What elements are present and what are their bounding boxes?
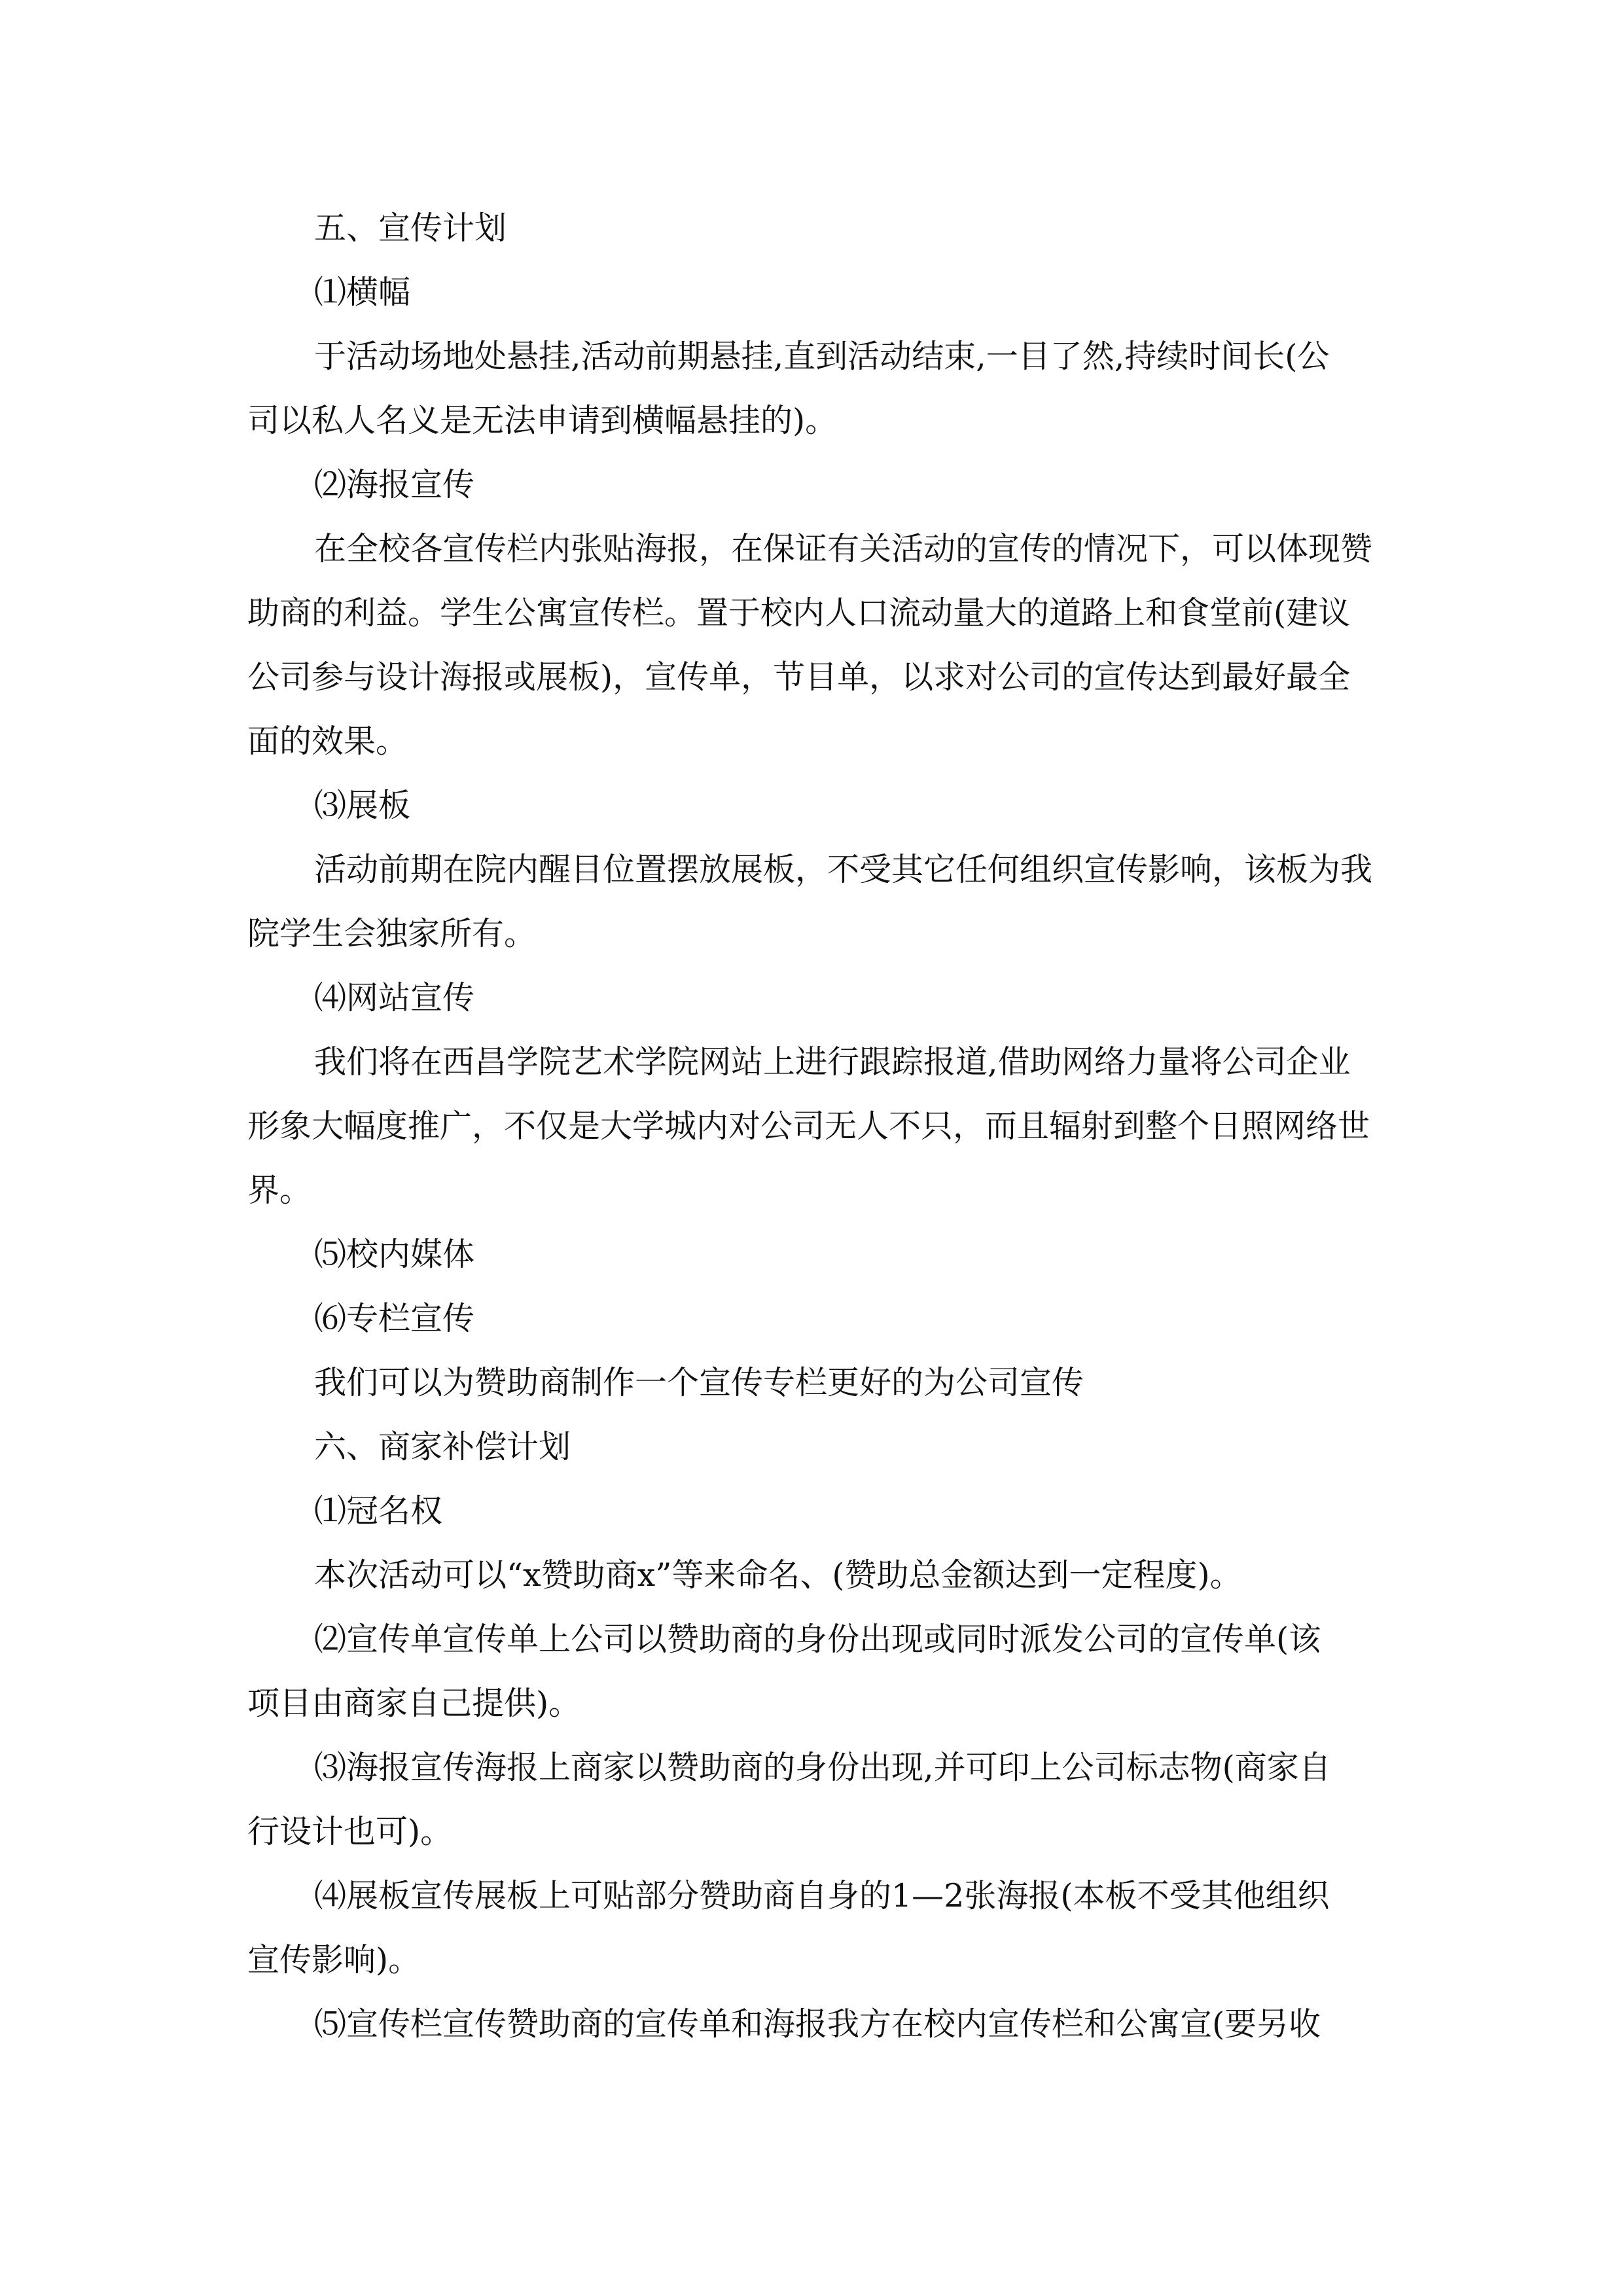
item-heading-poster: ⑵海报宣传 — [314, 466, 475, 503]
paragraph-line: 项目由商家自己提供)。 — [247, 1685, 581, 1722]
paragraph-line: 我们可以为赞助商制作一个宣传专栏更好的为公司宣传 — [314, 1364, 1084, 1401]
section-heading-publicity-plan: 五、宣传计划 — [314, 209, 507, 247]
paragraph-line: 行设计也可)。 — [247, 1813, 453, 1850]
paragraph-line: ⑸宣传栏宣传赞助商的宣传单和海报我方在校内宣传栏和公寓宣(要另收 — [314, 2005, 1321, 2043]
paragraph-line: 在全校各宣传栏内张贴海报，在保证有关活动的宣传的情况下，可以体现赞 — [314, 530, 1373, 567]
paragraph-line: ⑶海报宣传海报上商家以赞助商的身份出现,并可印上公司标志物(商家自 — [314, 1749, 1331, 1786]
paragraph-line: 宣传影响)。 — [247, 1941, 421, 1979]
section-heading-compensation-plan: 六、商家补偿计划 — [314, 1428, 571, 1465]
paragraph-line: ⑵宣传单宣传单上公司以赞助商的身份出现或同时派发公司的宣传单(该 — [314, 1621, 1321, 1658]
item-heading-banner: ⑴横幅 — [314, 274, 411, 311]
paragraph-line: 本次活动可以“x赞助商x”等来命名、(赞助总金额达到一定程度)。 — [314, 1556, 1242, 1594]
document-body — [247, 196, 1380, 2056]
item-heading-campus-media: ⑸校内媒体 — [314, 1236, 475, 1273]
item-heading-display-board: ⑶展板 — [314, 787, 411, 824]
paragraph-line: 院学生会独家所有。 — [247, 915, 537, 952]
item-heading-naming-rights: ⑴冠名权 — [314, 1492, 443, 1530]
paragraph-line: 界。 — [247, 1172, 312, 1209]
paragraph-line: 于活动场地处悬挂,活动前期悬挂,直到活动结束,一目了然,持续时间长(公 — [314, 338, 1330, 375]
paragraph-line: 助商的利益。学生公寓宣传栏。置于校内人口流动量大的道路上和食堂前(建议 — [247, 594, 1351, 632]
paragraph-line: ⑷展板宣传展板上可贴部分赞助商自身的1—2张海报(本板不受其他组织 — [314, 1877, 1330, 1914]
paragraph-line: 面的效果。 — [247, 723, 408, 760]
paragraph-line: 活动前期在院内醒目位置摆放展板，不受其它任何组织宣传影响，该板为我 — [314, 851, 1373, 888]
paragraph-line: 形象大幅度推广，不仅是大学城内对公司无人不只，而且辐射到整个日照网络世 — [247, 1107, 1370, 1145]
paragraph-line: 公司参与设计海报或展板)，宣传单，节目单，以求对公司的宣传达到最好最全 — [247, 658, 1351, 696]
paragraph-line: 我们将在西昌学院艺术学院网站上进行跟踪报道,借助网络力量将公司企业 — [314, 1043, 1351, 1081]
item-heading-column: ⑹专栏宣传 — [314, 1300, 475, 1337]
paragraph-line: 司以私人名义是无法申请到横幅悬挂的)。 — [247, 402, 838, 439]
item-heading-website: ⑷网站宣传 — [314, 979, 475, 1016]
